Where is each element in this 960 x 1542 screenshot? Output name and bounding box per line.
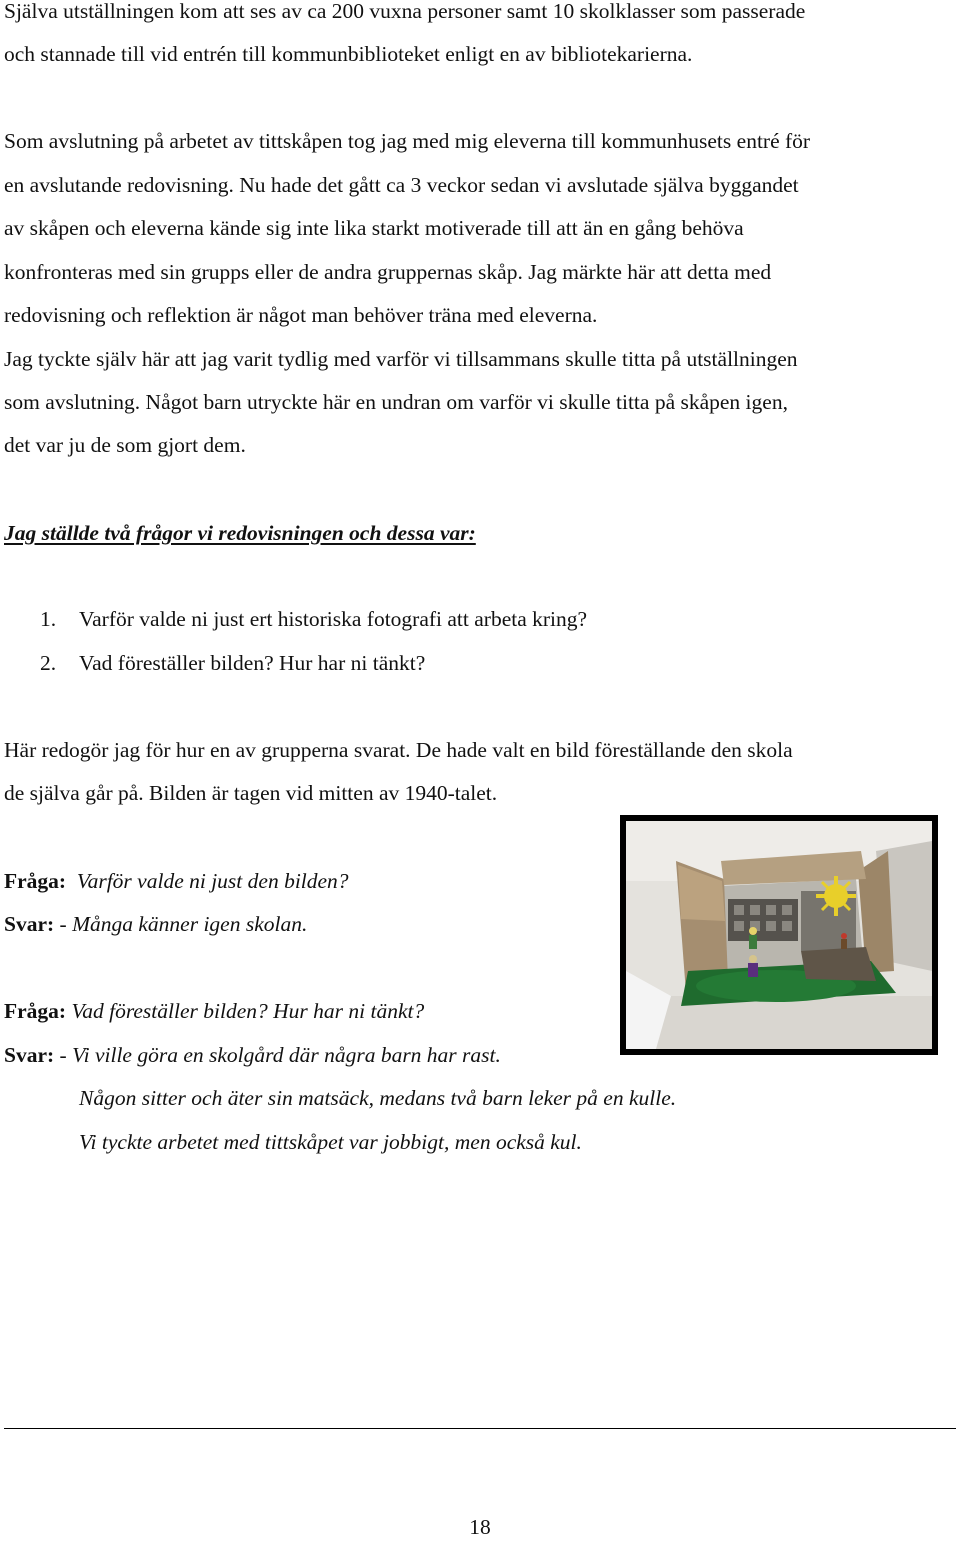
qa-question-label: Fråga: (4, 999, 67, 1023)
qa-answer-label: Svar: (4, 1043, 55, 1067)
peepbox-diorama-image (626, 821, 932, 1049)
paragraph-line: Själva utställningen kom att ses av ca 200 vuxna personer samt 10 skolklasser som passerade (4, 0, 806, 23)
qa-answer-line (4, 1040, 501, 1070)
qa-answer-continuation: Någon sitter och äter sin matsäck, medans två barn leker på en kulle. (79, 1086, 677, 1110)
paragraph-line: Som avslutning på arbetet av tittskåpen tog jag med mig eleverna till kommunhusets entré för (4, 129, 811, 153)
diorama-photo (620, 815, 938, 1055)
page-number: 18 (469, 1515, 491, 1539)
paragraph-line: Här redogör jag för hur en av grupperna svarat. De hade valt en bild föreställande den skola (4, 738, 793, 762)
qa-answer-continuation: Vi tyckte arbetet med tittskåpet var jobbigt, men också kul. (79, 1130, 582, 1154)
list-number: 2. (40, 651, 57, 675)
qa-question-line (4, 866, 349, 896)
qa-question-label: Fråga: (4, 869, 67, 893)
qa-answer-label: Svar: (4, 912, 55, 936)
qa-question-line (4, 996, 424, 1026)
paragraph-line: de själva går på. Bilden är tagen vid mitten av 1940-talet. (4, 781, 498, 805)
paragraph-line: konfronteras med sin grupps eller de andra gruppernas skåp. Jag märkte här att detta med (4, 260, 772, 284)
paragraph-line: och stannade till vid entrén till kommunbiblioteket enligt en av bibliotekarierna. (4, 42, 693, 66)
qa-answer-line (4, 909, 307, 939)
footer-divider (4, 1428, 956, 1429)
paragraph-line: det var ju de som gjort dem. (4, 433, 246, 457)
paragraph-line: som avslutning. Något barn utryckte här en undran om varför vi skulle titta på skåpen igen, (4, 390, 788, 414)
section-heading: Jag ställde två frågor vi redovisningen och dessa var: (4, 521, 476, 545)
list-number: 1. (40, 607, 57, 631)
qa-question-text: Vad föreställer bilden? Hur har ni tänkt? (71, 999, 425, 1023)
paragraph-line: Jag tyckte själv här att jag varit tydlig med varför vi tillsammans skulle titta på utställningen (4, 347, 798, 371)
paragraph-line: av skåpen och eleverna kände sig inte lika starkt motiverade till att än en gång behöva (4, 216, 744, 240)
paragraph-line: en avslutande redovisning. Nu hade det gått ca 3 veckor sedan vi avslutade själva byggandet (4, 173, 799, 197)
list-item: Varför valde ni just ert historiska fotografi att arbeta kring? (79, 607, 588, 631)
list-item: Vad föreställer bilden? Hur har ni tänkt? (79, 651, 426, 675)
qa-answer-text: - Många känner igen skolan. (59, 912, 308, 936)
qa-answer-text: - Vi ville göra en skolgård där några barn har rast. (59, 1043, 501, 1067)
qa-question-text: Varför valde ni just den bilden? (76, 869, 349, 893)
paragraph-line: redovisning och reflektion är något man behöver träna med eleverna. (4, 303, 598, 327)
